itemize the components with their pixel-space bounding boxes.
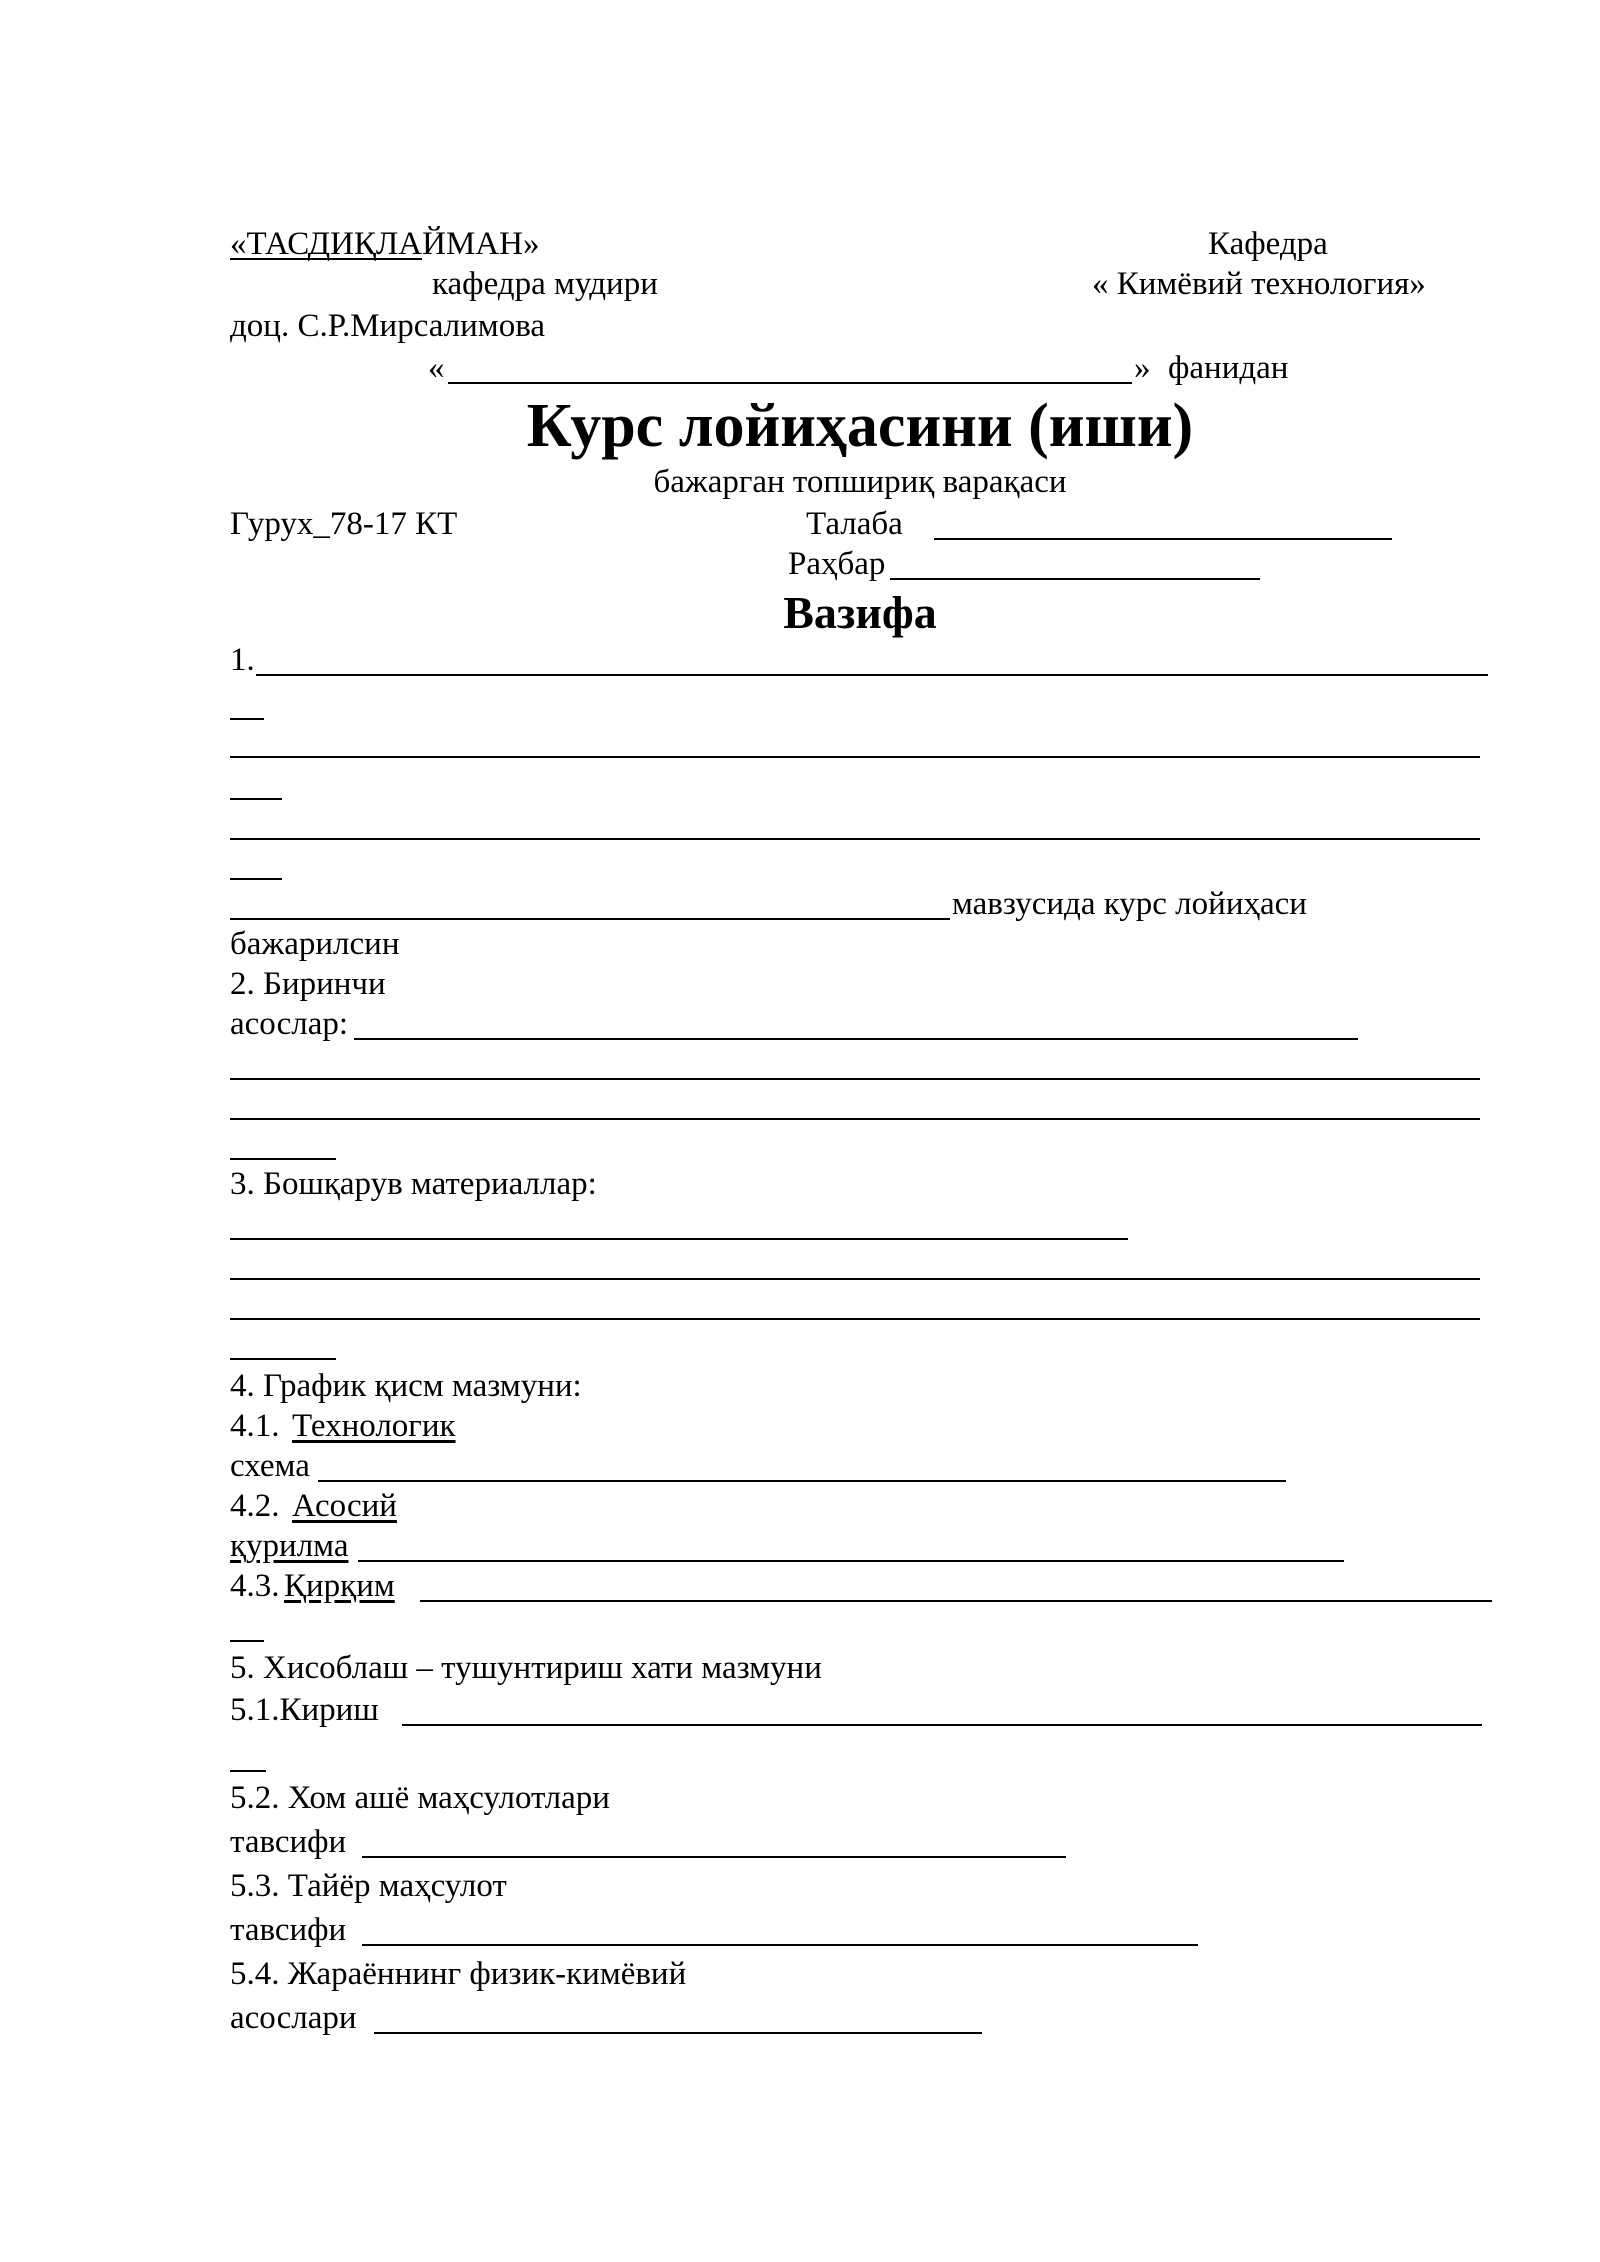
- item1-tail: мавзусида курс лойиҳаси: [952, 886, 1307, 922]
- advisor-label: Раҳбар: [788, 546, 886, 582]
- item5-label: 5. Хисоблаш – тушунтириш хати мазмуни: [230, 1650, 822, 1686]
- item53-blank[interactable]: [362, 1944, 1198, 1946]
- item53-label-2: тавсифи: [230, 1912, 347, 1948]
- item2-label: 2. Биринчи: [230, 966, 386, 1002]
- item42-number: 4.2.: [230, 1488, 280, 1524]
- item1-tail2: бажарилсин: [230, 926, 400, 962]
- item52-label: 5.2. Хом ашё маҳсулотлари: [230, 1780, 610, 1816]
- item42-blank[interactable]: [358, 1560, 1344, 1562]
- advisor-blank[interactable]: [890, 578, 1260, 580]
- subject-suffix: фанидан: [1168, 350, 1289, 386]
- item43-number: 4.3.: [230, 1568, 280, 1604]
- item43-blank[interactable]: [420, 1600, 1492, 1602]
- signature-blank[interactable]: [230, 258, 422, 260]
- item2-label-2: асослар:: [230, 1006, 349, 1042]
- item54-blank[interactable]: [374, 2032, 982, 2034]
- item1-blank-3[interactable]: [230, 838, 1480, 840]
- item3-blank-1[interactable]: [230, 1238, 1128, 1240]
- item41-number: 4.1.: [230, 1408, 280, 1444]
- item3-blank-3[interactable]: [230, 1318, 1480, 1320]
- approve-stamp-text: «ТАСДИҚЛАЙМАН»: [230, 226, 540, 262]
- item51-blank-2: [230, 1770, 266, 1772]
- group-label: Гурух_78-17 КТ: [230, 506, 458, 542]
- page-title: Курс лойиҳасини (иши): [526, 392, 1194, 460]
- item54-label-2: асослари: [230, 2000, 357, 2036]
- student-label: Талаба: [806, 506, 903, 542]
- item42-label: Асосий: [292, 1488, 397, 1524]
- item1-blank-3b: [230, 878, 282, 880]
- item41-blank[interactable]: [318, 1480, 1286, 1482]
- item3-label: 3. Бошқарув материаллар:: [230, 1166, 597, 1202]
- item41-label-2: схема: [230, 1448, 310, 1484]
- item51-label: 5.1.Кириш: [230, 1692, 379, 1728]
- item54-label: 5.4. Жараённинг физик-кимёвий: [230, 1956, 687, 1992]
- subject-blank[interactable]: [448, 382, 1132, 384]
- item2-blank-2[interactable]: [230, 1078, 1480, 1080]
- item2-blank-1[interactable]: [354, 1038, 1358, 1040]
- dept-name: « Кимёвий технология»: [1092, 266, 1426, 302]
- item2-blank-4: [230, 1158, 336, 1160]
- item43-label: Қирқим: [284, 1568, 395, 1604]
- item3-blank-4: [230, 1358, 336, 1360]
- item1-blank-2[interactable]: [230, 756, 1480, 758]
- item41-label: Технологик: [292, 1408, 456, 1444]
- page-subtitle: бажарган топшириқ варақаси: [653, 464, 1067, 500]
- item4-label: 4. График қисм мазмуни:: [230, 1368, 582, 1404]
- item53-label: 5.3. Тайёр маҳсулот: [230, 1868, 507, 1904]
- item1-blank-2b: [230, 798, 282, 800]
- head-of-dept-label: кафедра мудири: [432, 266, 658, 302]
- dept-label: Кафедра: [1208, 226, 1328, 262]
- docent-name: доц. С.Р.Мирсалимова: [230, 308, 545, 344]
- item1-blank-topic[interactable]: [230, 918, 950, 920]
- item52-label-2: тавсифи: [230, 1824, 347, 1860]
- item52-blank[interactable]: [362, 1856, 1066, 1858]
- student-blank[interactable]: [934, 538, 1392, 540]
- item2-blank-3[interactable]: [230, 1118, 1480, 1120]
- item1-blank-1[interactable]: [256, 674, 1488, 676]
- item51-blank[interactable]: [402, 1724, 1482, 1726]
- task-heading: Вазифа: [783, 587, 937, 638]
- item43-blank-2: [230, 1640, 264, 1642]
- item42-label-2: қурилма: [230, 1528, 349, 1564]
- item3-blank-2[interactable]: [230, 1278, 1480, 1280]
- item1-number: 1.: [230, 642, 255, 678]
- subject-open-quote: «: [428, 350, 445, 386]
- subject-close-quote: »: [1134, 350, 1151, 386]
- item1-blank-1b: [230, 718, 264, 720]
